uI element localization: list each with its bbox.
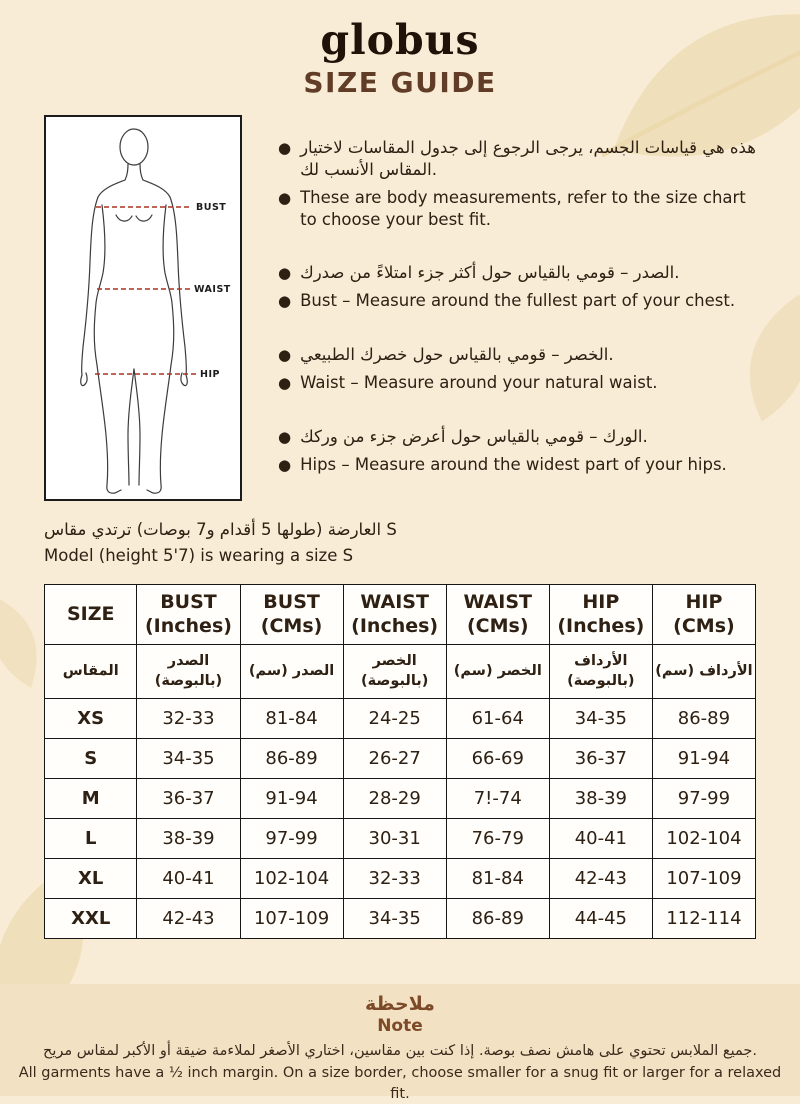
table-row-s: S 34-35 86-89 26-27 66-69 36-37 91-94 [45, 739, 756, 779]
instruction-english [278, 454, 756, 477]
instruction-text-en: Bust – Measure around the fullest part of your chest. [300, 291, 736, 311]
size-chart-table [44, 584, 756, 939]
col-waist-inches: WAIST (Inches) [343, 585, 446, 645]
instruction-english [278, 187, 756, 231]
col-waist-inches-ar: الخصر (بالبوصة) [343, 645, 446, 699]
note-body-en: All garments have a ½ inch margin. On a size border, choose smaller for a snug fit or larger for a relaxed fit. [18, 1065, 782, 1102]
bullet-icon: ● [278, 139, 292, 158]
hip-label: HIP [200, 369, 220, 381]
instruction-english [278, 290, 756, 313]
table-row-xxl: XXL 42-43 107-109 34-35 86-89 44-45 112-114 [45, 899, 756, 939]
table-header-english [45, 585, 756, 645]
body-figure-illustration [46, 117, 240, 499]
page-title: SIZE GUIDE [303, 66, 497, 100]
col-bust-inches-ar: الصدر (بالبوصة) [137, 645, 240, 699]
bullet-icon: ● [278, 456, 292, 475]
body-measurement-figure [44, 115, 242, 501]
instruction-text-ar: الصدر – قومي بالقياس حول أكثر جزء امتلاءً من صدرك. [300, 262, 680, 282]
note-title-en: Note [377, 1016, 423, 1036]
bullet-icon: ● [278, 374, 292, 393]
model-note-en: Model (height 5'7) is wearing a size S [44, 545, 354, 565]
instruction-text-ar: الورك – قومي بالقياس حول أعرض جزء من وركك. [300, 426, 648, 446]
instruction-arabic [278, 426, 756, 449]
instruction-group-hip [278, 426, 756, 477]
instruction-english [278, 372, 756, 395]
instruction-text-en: These are body measurements, refer to the size chart to choose your best fit. [300, 187, 746, 229]
table-row-xs: XS 32-33 81-84 24-25 61-64 34-35 86-89 [45, 699, 756, 739]
waist-label: WAIST [194, 284, 231, 296]
bullet-icon: ● [278, 427, 292, 446]
model-note-ar: العارضة (طولها 5 أقدام و7 بوصات) ترتدي مقاس S [44, 520, 397, 540]
table-row-xl: XL 40-41 102-104 32-33 81-84 42-43 107-109 [45, 859, 756, 899]
col-waist-cms-ar: الخصر (سم) [446, 645, 549, 699]
instructions-list [278, 115, 756, 501]
col-bust-cms: BUST (CMs) [240, 585, 343, 645]
table-header-arabic [45, 645, 756, 699]
col-size-ar: المقاس [45, 645, 137, 699]
col-hip-cms-ar: الأرداف (سم) [652, 645, 755, 699]
col-waist-cms: WAIST (CMs) [446, 585, 549, 645]
table-row-l: L 38-39 97-99 30-31 76-79 40-41 102-104 [45, 819, 756, 859]
note-title-ar: ملاحظة [365, 993, 435, 1015]
note-body-ar: جميع الملابس تحتوي على هامش نصف بوصة. إذا كنت بين مقاسين، اختاري الأصغر لملاءمة ضيقة أو الأكبر لمقاس مريح. [43, 1043, 757, 1059]
bullet-icon: ● [278, 345, 292, 364]
instruction-arabic [278, 262, 756, 285]
col-hip-inches: HIP (Inches) [549, 585, 652, 645]
bullet-icon: ● [278, 263, 292, 282]
instruction-text-ar: هذه هي قياسات الجسم، يرجى الرجوع إلى جدول المقاسات لاختيار المقاس الأنسب لك. [300, 138, 756, 180]
bullet-icon: ● [278, 292, 292, 311]
instruction-text-en: Hips – Measure around the widest part of your hips. [300, 455, 727, 475]
instruction-arabic [278, 344, 756, 367]
content-row [44, 115, 756, 501]
col-bust-cms-ar: الصدر (سم) [240, 645, 343, 699]
note-section [0, 984, 800, 1102]
model-note [44, 517, 756, 568]
instruction-group-overview [278, 137, 756, 231]
instruction-group-waist [278, 344, 756, 395]
col-size: SIZE [45, 585, 137, 645]
instruction-group-bust [278, 262, 756, 313]
col-hip-inches-ar: الأرداف (بالبوصة) [549, 645, 652, 699]
bust-label: BUST [196, 202, 227, 214]
bullet-icon: ● [278, 188, 292, 207]
col-hip-cms: HIP (CMs) [652, 585, 755, 645]
instruction-arabic [278, 137, 756, 181]
table-row-m: M 36-37 91-94 28-29 7!-74 38-39 97-99 [45, 779, 756, 819]
instruction-text-ar: الخصر – قومي بالقياس حول خصرك الطبيعي. [300, 344, 614, 364]
brand-logo: globus [320, 16, 480, 64]
col-bust-inches: BUST (Inches) [137, 585, 240, 645]
instruction-text-en: Waist – Measure around your natural waist. [300, 373, 658, 393]
